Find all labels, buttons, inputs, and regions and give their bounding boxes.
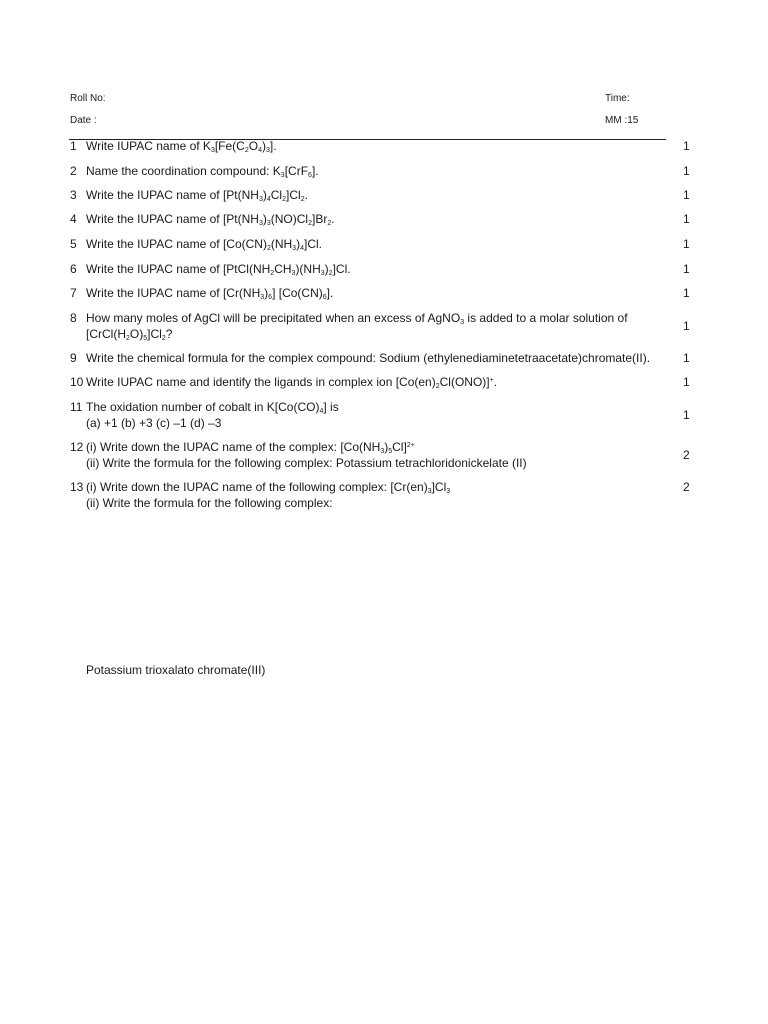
- question-text: Write the IUPAC name of $[Co(CN)_2(NH_3)_4]Cl$.: [86, 237, 322, 252]
- question-number: 13: [70, 480, 84, 494]
- question-marks: 2: [683, 480, 690, 494]
- question-marks: 2: [683, 448, 690, 462]
- question-marks: 1: [683, 319, 690, 333]
- question-number: 5: [70, 237, 77, 251]
- question-marks: 1: [683, 237, 690, 251]
- question-text: Write IUPAC name of $K_3[Fe(C_2O_4)_3]$.: [86, 139, 277, 154]
- question-text: How many moles of AgCl will be precipitated when an excess of AgNO$_3$ is added to a molar solution of $[CrCl(H_2O)_5]Cl_2$?: [86, 311, 628, 342]
- question-text: Write the IUPAC name of $[Cr(NH_3)_6]$ $[Co(CN)_6]$.: [86, 286, 334, 301]
- question-number: 12: [70, 440, 84, 454]
- question-number: 1: [70, 139, 77, 153]
- question-number: 9: [70, 351, 77, 365]
- question-marks: 1: [683, 139, 690, 153]
- question-marks: 1: [683, 375, 690, 389]
- question-number: 6: [70, 262, 77, 276]
- question-number: 3: [70, 188, 77, 202]
- question-marks: 1: [683, 188, 690, 202]
- question-number: 10: [70, 375, 84, 389]
- question-marks: 1: [683, 212, 690, 226]
- question-text: Write the IUPAC name of $[PtCl(NH_2CH_3)(NH_3)_2]Cl$.: [86, 262, 351, 277]
- question-marks: 1: [683, 351, 690, 365]
- question-marks: 1: [683, 408, 690, 422]
- question-text: (i) Write down the IUPAC name of the following complex: $[Cr(en)_3]Cl_3$ (ii) Write the formula for the following complex:: [86, 480, 451, 510]
- question-number: 8: [70, 311, 77, 325]
- question-number: 11: [70, 400, 83, 414]
- time-label: Time:: [605, 93, 630, 104]
- date-label: Date :: [70, 115, 97, 126]
- question-text: Write the IUPAC name of $[Pt(NH_3)_4Cl_2]Cl_2$.: [86, 188, 308, 203]
- question-text: Name the coordination compound: $K_3[CrF_6]$.: [86, 164, 319, 179]
- question-text: Write IUPAC name and identify the ligands in complex ion $[Co(en)_2Cl(ONO)]^+$.: [86, 375, 498, 390]
- question-number: 7: [70, 286, 77, 300]
- question-13-compound-name: Potassium trioxalato chromate(III): [86, 663, 266, 677]
- question-marks: 1: [683, 164, 690, 178]
- question-marks: 1: [683, 262, 690, 276]
- question-text: Write the IUPAC name of $[Pt(NH_3)_3(NO)Cl_2]Br_2$.: [86, 212, 335, 227]
- roll-no-label: Roll No:: [70, 93, 106, 104]
- question-number: 4: [70, 212, 77, 226]
- question-text: The oxidation number of cobalt in $K[Co(CO)_4]$ is (a) +1 (b) +3 (c) –1 (d) –3: [86, 400, 339, 430]
- question-marks: 1: [683, 286, 690, 300]
- max-marks-label: MM :15: [605, 115, 639, 126]
- question-number: 2: [70, 164, 77, 178]
- question-text: Write the chemical formula for the complex compound: Sodium (ethylenediaminetetraacetate)chromate(II).: [86, 351, 651, 365]
- question-text: (i) Write down the IUPAC name of the complex: $[Co(NH_3)_5Cl]^{2+}$ (ii) Write the formula for the following complex: Potassium tetrachloridonickelate (II): [86, 440, 527, 470]
